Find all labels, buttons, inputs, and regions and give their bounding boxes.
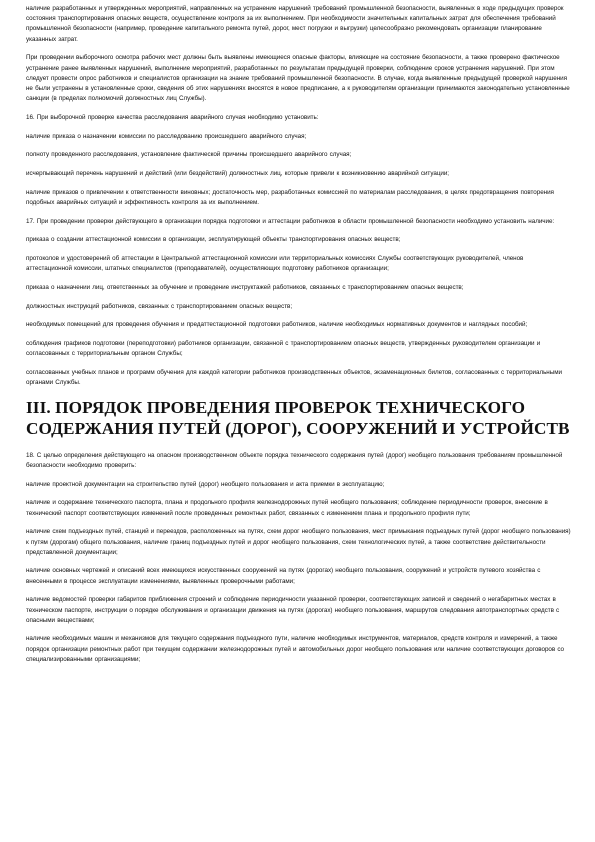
paragraph: полноту проведенного расследования, установление фактической причины происшедшего аварийного случая; bbox=[26, 151, 352, 159]
paragraph: необходимых помещений для проведения обучения и предаттестационной подготовки работников, наличие необходимых нормативных документов и наглядных пособий; bbox=[26, 321, 528, 329]
paragraphs-after bbox=[26, 451, 571, 665]
paragraph: согласованных учебных планов и программ обучения для каждой категории работников производственных объектов, экзаменационных билетов, согласованных с территориальными органами Службы. bbox=[26, 368, 562, 387]
paragraph: соблюдения графиков подготовки (переподготовки) работников организации, связанной с транспортированием опасных веществ, утвержденных руководителем организации и согласованных с территориальным органом Службы; bbox=[26, 339, 541, 358]
paragraph: приказа о создании аттестационной комиссии в организации, эксплуатирующей объекты транспортирования опасных веществ; bbox=[26, 236, 401, 244]
section-heading: III. ПОРЯДОК ПРОВЕДЕНИЯ ПРОВЕРОК ТЕХНИЧЕСКОГО СОДЕРЖАНИЯ ПУТЕЙ (ДОРОГ), СООРУЖЕНИЙ И УСТРОЙСТВ bbox=[26, 397, 570, 439]
paragraph: наличие ведомостей проверки габаритов приближения строений и соблюдение периодичности указанной проверки, соответствующих записей и сведений о негабаритных местах в техническом паспорте, инструкции о порядке обслуживания и организации движения на путях (дорогах) необщего пользования, маршрутов следования автотранспортных средств с опасными веществами; bbox=[26, 596, 560, 624]
paragraph: 17. При проведении проверки действующего в организации порядка подготовки и аттестации работников в области промышленной безопасности необходимо установить наличие: bbox=[26, 217, 555, 225]
paragraph: 16. При выборочной проверке качества расследования аварийного случая необходимо установить: bbox=[26, 113, 319, 121]
paragraphs-before bbox=[26, 4, 571, 388]
paragraph: наличие проектной документации на строительство путей (дорог) необщего пользования и акта приемки в эксплуатацию; bbox=[26, 480, 385, 488]
paragraph: протоколов и удостоверений об аттестации в Центральной аттестационной комиссии или территориальных комиссиях Службы соответствующих руководителей, членов аттестационной комиссии, штатных специалистов (преподавателей), осуществляющих подготовку работников организации; bbox=[26, 254, 524, 273]
paragraph: наличие разработанных и утвержденных мероприятий, направленных на устранение нарушений требований промышленной безопасности, выявленных в ходе предыдущих проверок состояния транспортирования опасных веществ, осуществление контроля за их выполнением. При необходимости значительных капитальных затрат для обеспечения требований промышленной безопасности (например, проведение капитального ремонта путей, дорог, мест погрузки и выгрузки) целесообразно рекомендовать организации планирование указанных затрат. bbox=[26, 5, 564, 43]
paragraph: исчерпывающий перечень нарушений и действий (или бездействий) должностных лиц, которые привели к возникновению аварийной ситуации; bbox=[26, 169, 450, 177]
paragraph: наличие необходимых машин и механизмов для текущего содержания подъездного пути, наличие необходимых инструментов, материалов, средств контроля и измерений, а также порядок организации ремонтных работ при текущем содержании железнодорожных путей и автомобильных дорог необщего пользования или наличие соответствующих договоров со специализированными организациями; bbox=[26, 635, 564, 663]
paragraph: наличие основных чертежей и описаний всех имеющихся искусственных сооружений на путях (дорогах) необщего пользования, сооружений и устройств путевого хозяйства с внесенными в процессе эксплуатации изменениями, выявленных проверочными работами; bbox=[26, 567, 541, 585]
paragraph: наличие схем подъездных путей, станций и переездов, расположенных на путях, схем дорог необщего пользования, мест примыкания подъездных путей (дорог необщего пользования) к путям (дорогам) общего пользования, наличие границ подъездных путей и дорог необщего пользования, схем технологических путей, а также соответствие действительности представленной документации; bbox=[26, 528, 571, 556]
paragraph: наличие и содержание технического паспорта, плана и продольного профиля железнодорожных путей необщего пользования; соблюдение периодичности проверок, внесение в технический паспорт соответствующих изменений после проведенных ремонтных работ, связанных с изменением плана и продольного профиля пути; bbox=[26, 499, 548, 517]
paragraph: должностных инструкций работников, связанных с транспортированием опасных веществ; bbox=[26, 302, 293, 310]
paragraph: наличие приказов о привлечении к ответственности виновных; достаточность мер, разработанных комиссией по материалам расследования, в целях предотвращения повторения подобных аварийных ситуаций и эффективность контроля за их выполнением. bbox=[26, 188, 554, 206]
paragraph: приказа о назначении лиц, ответственных за обучение и проведение инструктажей работников, связанных с транспортированием опасных веществ; bbox=[26, 283, 464, 291]
document-page bbox=[26, 4, 571, 674]
paragraph: наличие приказа о назначении комиссии по расследованию происшедшего аварийного случая; bbox=[26, 132, 307, 140]
paragraph: 18. С целью определения действующего на опасном производственном объекте порядка технического содержания путей (дорог) необщего пользования требованиям промышленной безопасности необходимо проверить: bbox=[26, 451, 563, 469]
paragraph: При проведении выборочного осмотра рабочих мест должны быть выявлены имеющиеся опасные факторы, влияющие на состояние безопасности, а также проверено фактическое устранение ранее выявленных нарушений, выполнение мероприятий, разработанных по результатам предыдущей проверки, соблюдение сроков устранения нарушений. При этом следует провести опрос работников и специалистов организации на знание требований промышленной безопасности. В случае, когда выявленные предыдущей проверкой нарушения не были устранены в установленные сроки, сведения об этих нарушениях вносятся в новое предписание, а к руководителям организации принимаются законодательно установленные санкции (в пределах полномочий должностных лиц Службы). bbox=[26, 54, 570, 103]
